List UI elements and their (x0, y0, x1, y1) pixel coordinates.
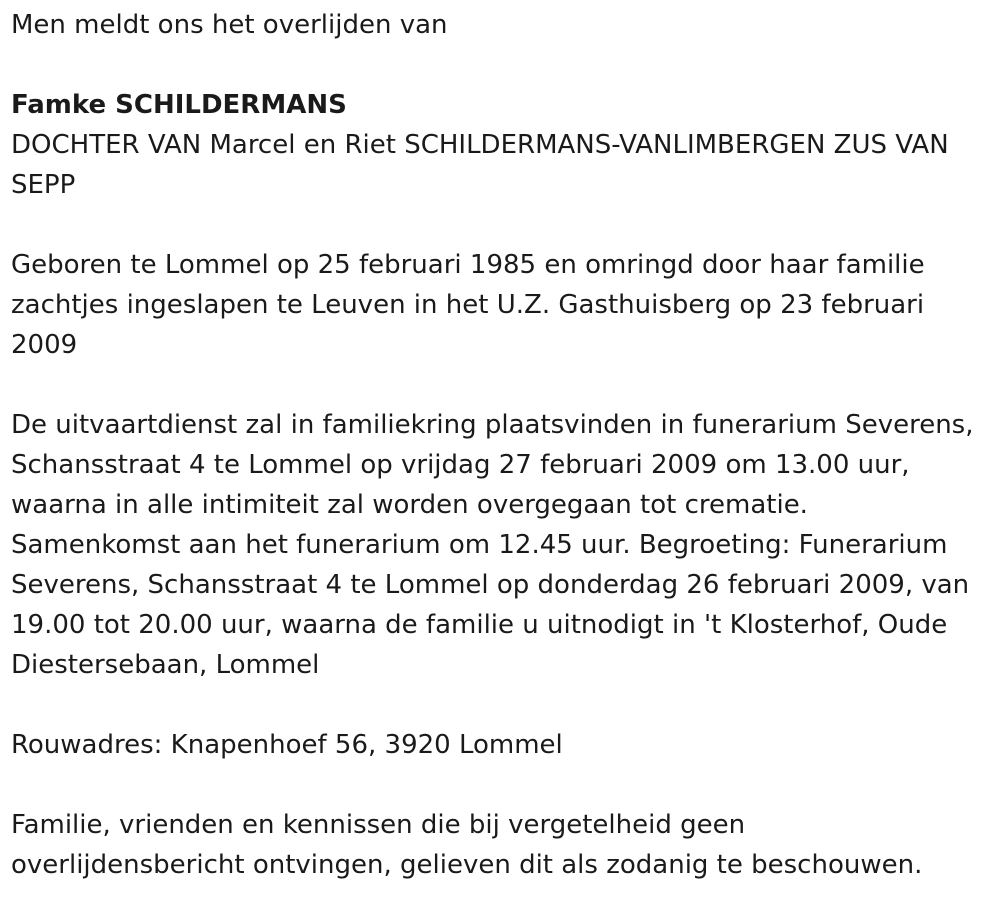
funeral-service-paragraph (11, 405, 996, 685)
birth-line: Geboren te Lommel op 25 februari 1985 en omringd door haar familie (11, 250, 925, 280)
relation-line: DOCHTER VAN Marcel en Riet SCHILDERMANS-VANLIMBERGEN ZUS VAN (11, 130, 949, 160)
service-line: De uitvaartdienst zal in familiekring plaatsvinden in funerarium Severens, (11, 410, 974, 440)
mourning-address: Rouwadres: Knapenhoef 56, 3920 Lommel (11, 730, 563, 760)
deceased-name: Famke SCHILDERMANS (11, 90, 347, 120)
closing-line: Familie, vrienden en kennissen die bij vergetelheid geen (11, 810, 746, 840)
service-line: Schansstraat 4 te Lommel op vrijdag 27 februari 2009 om 13.00 uur, (11, 450, 910, 480)
service-line: waarna in alle intimiteit zal worden overgegaan tot crematie. (11, 490, 808, 520)
birth-line: 2009 (11, 330, 78, 360)
closing-line: overlijdensbericht ontvingen, gelieven dit als zodanig te beschouwen. (11, 850, 923, 880)
closing-paragraph (11, 805, 996, 885)
relation-line: SEPP (11, 170, 76, 200)
birth-line: zachtjes ingeslapen te Leuven in het U.Z. Gasthuisberg op 23 februari (11, 290, 925, 320)
birth-death-paragraph (11, 245, 996, 365)
service-line: Diestersebaan, Lommel (11, 650, 320, 680)
service-line: Severens, Schansstraat 4 te Lommel op donderdag 26 februari 2009, van (11, 570, 970, 600)
service-line: Samenkomst aan het funerarium om 12.45 uur. Begroeting: Funerarium (11, 530, 948, 560)
family-relation (11, 125, 996, 205)
intro-text: Men meldt ons het overlijden van (11, 10, 448, 40)
death-notice (11, 5, 996, 885)
service-line: 19.00 tot 20.00 uur, waarna de familie u uitnodigt in 't Klosterhof, Oude (11, 610, 948, 640)
